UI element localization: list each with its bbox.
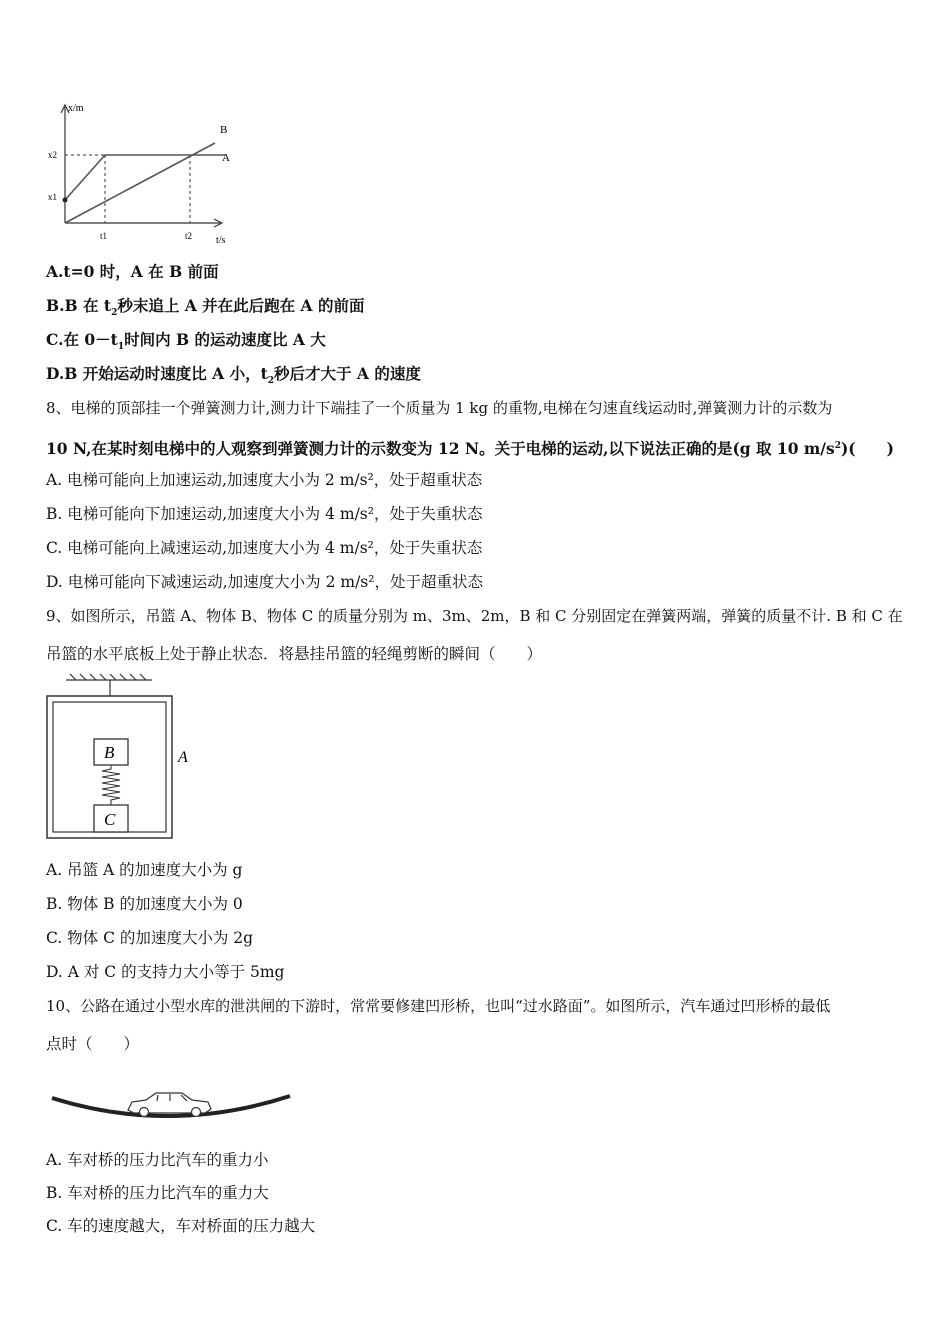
q9-option-d: D. A 对 C 的支持力大小等于 5mg (46, 963, 285, 981)
car-icon (128, 1093, 211, 1117)
q9-stem-line1: 9、如图所示，吊篮 A、物体 B、物体 C 的质量分别为 m、3m、2m，B 和 C 分别固定在弹簧两端，弹簧的质量不计. B 和 C 在 (46, 607, 903, 625)
q9-option-a: A. 吊篮 A 的加速度大小为 g (46, 861, 243, 879)
q9-stem-line2: 吊篮的水平底板上处于静止状态．将悬挂吊篮的轻绳剪断的瞬间（ ） (46, 645, 543, 663)
q8-stem-line1: 8、电梯的顶部挂一个弹簧测力计,测力计下端挂了一个质量为 1 kg 的重物,电梯在匀速直线运动时,弹簧测力计的示数为 (46, 399, 833, 417)
tick-t2: t2 (185, 231, 193, 241)
concave-bridge-figure (48, 1080, 298, 1130)
q9-option-b: B. 物体 B 的加速度大小为 0 (46, 895, 243, 913)
line-a (65, 155, 225, 200)
y-axis-label: x/m (68, 103, 84, 114)
label-c: C (104, 810, 116, 829)
q10-option-c: C. 车的速度越大，车对桥面的压力越大 (46, 1217, 316, 1235)
x-axis-label: t/s (216, 235, 226, 246)
label-b: B (220, 124, 228, 136)
q7-option-a: A.t=0 时，A 在 B 前面 (46, 262, 219, 281)
spring (102, 765, 120, 805)
label-b: B (104, 743, 115, 762)
q8-option-c: C. 电梯可能向上减速运动,加速度大小为 4 m/s²，处于失重状态 (46, 539, 483, 557)
q8-option-a: A. 电梯可能向上加速运动,加速度大小为 2 m/s²，处于超重状态 (46, 471, 483, 489)
basket-figure (42, 672, 202, 844)
tick-x1: x1 (48, 192, 57, 202)
label-a: A (222, 152, 230, 164)
q10-option-a: A. 车对桥的压力比汽车的重力小 (46, 1151, 269, 1169)
q7-option-c: C.在 $0-t_1$时间内 B 的运动速度比 A 大 (46, 330, 326, 353)
q8-option-b: B. 电梯可能向下加速运动,加速度大小为 4 m/s²，处于失重状态 (46, 505, 483, 523)
q7-option-d: D.B 开始运动时速度比 A 小，$t_2$秒后才大于 A 的速度 (46, 364, 421, 387)
q10-stem-line2: 点时（ ） (46, 1035, 140, 1053)
tick-t1: t1 (100, 231, 108, 241)
q10-option-b: B. 车对桥的压力比汽车的重力大 (46, 1184, 269, 1202)
q10-stem-line1: 10、公路在通过小型水库的泄洪闸的下游时，常常要修建凹形桥，也叫“过水路面”。如图所示，汽车通过凹形桥的最低 (46, 997, 831, 1015)
q7-option-b: B.B 在 $t_2$秒末追上 A 并在此后跑在 A 的前面 (46, 296, 365, 319)
label-a: A (178, 749, 188, 766)
tick-x2: x2 (48, 150, 57, 160)
q9-option-c: C. 物体 C 的加速度大小为 2g (46, 929, 254, 947)
q8-stem-line2: 10 N,在某时刻电梯中的人观察到弹簧测力计的示数变为 12 N。关于电梯的运动,以下说法正确的是(g 取 10 $m/s^2$)( ) (46, 439, 894, 459)
q8-option-d: D. 电梯可能向下减速运动,加速度大小为 2 m/s²，处于超重状态 (46, 573, 483, 591)
xt-graph (40, 95, 240, 250)
